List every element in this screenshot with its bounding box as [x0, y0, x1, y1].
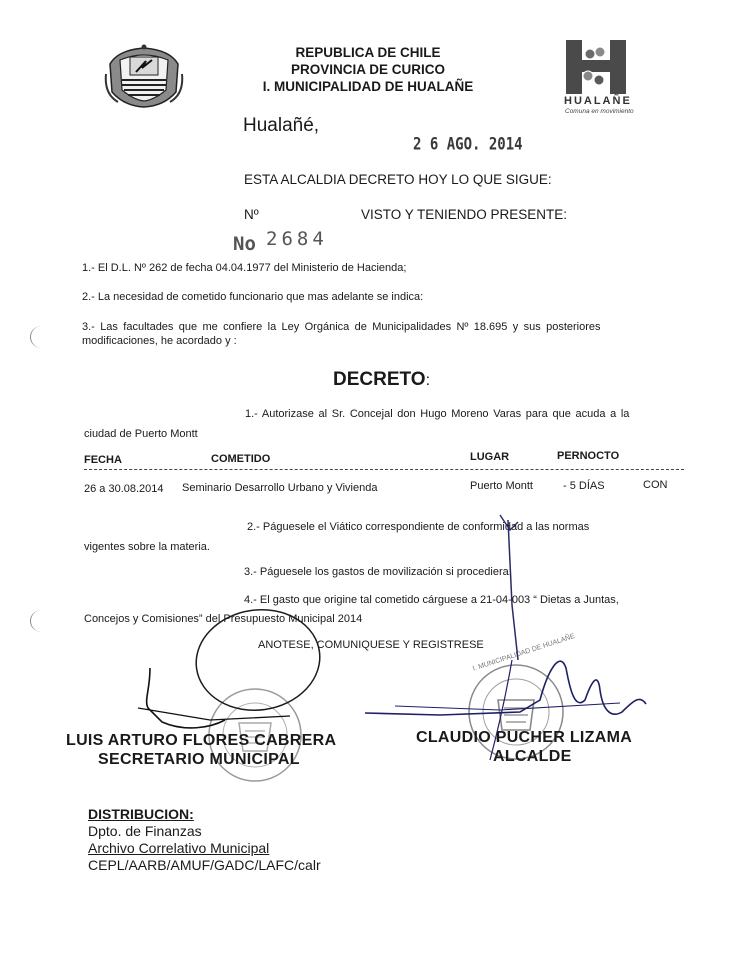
header-country: REPUBLICA DE CHILE [295, 45, 441, 60]
row-con: CON [643, 479, 668, 491]
right-signatory-role: ALCALDE [493, 748, 572, 765]
article-3: 3.- Páguesele los gastos de movilización si procediera. [244, 566, 512, 578]
decree-title-text: DECRETO [333, 369, 426, 390]
article-4-line2: Concejos y Comisiones” del Presupuesto Municipal 2014 [84, 613, 363, 625]
number-label: Nº [244, 207, 259, 222]
distribution-item: Dpto. de Finanzas [88, 823, 202, 839]
row-lugar: Puerto Montt [470, 480, 533, 492]
col-header-lugar: LUGAR [470, 451, 510, 463]
distribution-title: DISTRIBUCION: [88, 806, 194, 822]
distribution-item: CEPL/AARB/AMUF/GADC/LAFC/calr [88, 857, 321, 873]
intro-line: ESTA ALCALDIA DECRETO HOY LO QUE SIGUE: [244, 172, 552, 187]
distribution-item: Archivo Correlativo Municipal [88, 840, 270, 856]
col-header-pernocto: PERNOCTO [557, 450, 620, 462]
logo-tagline: Comuna en movimiento [565, 108, 634, 115]
article-1-line1: 1.- Autorizase al Sr. Concejal don Hugo Moreno Varas para que acuda a la [245, 408, 630, 420]
visto-heading: VISTO Y TENIENDO PRESENTE: [361, 207, 568, 222]
seal-caption: I. MUNICIPALIDAD DE HUALAÑE [472, 632, 576, 673]
decree-number-prefix: No [233, 233, 256, 255]
place-name: Hualañé, [243, 115, 320, 136]
article-4-line1: 4.- El gasto que origine tal cometido cárguese a 21-04-003 “ Dietas a Juntas, [244, 594, 619, 606]
article-2-line2: vigentes sobre la materia. [84, 541, 210, 553]
col-header-fecha: FECHA [84, 454, 122, 466]
distribution-block [88, 806, 321, 874]
decree-number: 2684 [266, 228, 328, 250]
header-municipality: I. MUNICIPALIDAD DE HUALAÑE [262, 79, 474, 94]
date-stamp: 2 6 AGO. 2014 [413, 135, 523, 155]
row-cometido: Seminario Desarrollo Urbano y Vivienda [182, 482, 378, 494]
consideration-3: 3.- Las facultades que me confiere la Ley Orgánica de Municipalidades Nº 18.695 y sus posteriores [82, 321, 601, 333]
consideration-3-cont: modificaciones, he acordado y : [82, 335, 237, 347]
header-province: PROVINCIA DE CURICO [290, 62, 445, 77]
article-1-line2: ciudad de Puerto Montt [84, 428, 198, 440]
left-signatory-name: LUIS ARTURO FLORES CABRERA [66, 732, 337, 749]
consideration-1: 1.- El D.L. Nº 262 de fecha 04.04.1977 del Ministerio de Hacienda; [82, 262, 407, 274]
right-signatory-name: CLAUDIO PUCHER LIZAMA [416, 729, 633, 746]
left-signatory-role: SECRETARIO MUNICIPAL [98, 751, 300, 768]
logo-name: HUALAÑE [564, 95, 632, 107]
closing-line: ANOTESE, COMUNIQUESE Y REGISTRESE [258, 639, 484, 651]
row-fecha: 26 a 30.08.2014 [84, 483, 164, 495]
consideration-2: 2.- La necesidad de cometido funcionario que mas adelante se indica: [82, 291, 424, 303]
col-header-cometido: COMETIDO [211, 453, 271, 465]
row-dias: - 5 DÍAS [563, 480, 605, 492]
decree-title-colon: : [425, 372, 431, 389]
article-2-line1: 2.- Páguesele el Viático correspondiente de conformidad a las normas [247, 521, 590, 533]
